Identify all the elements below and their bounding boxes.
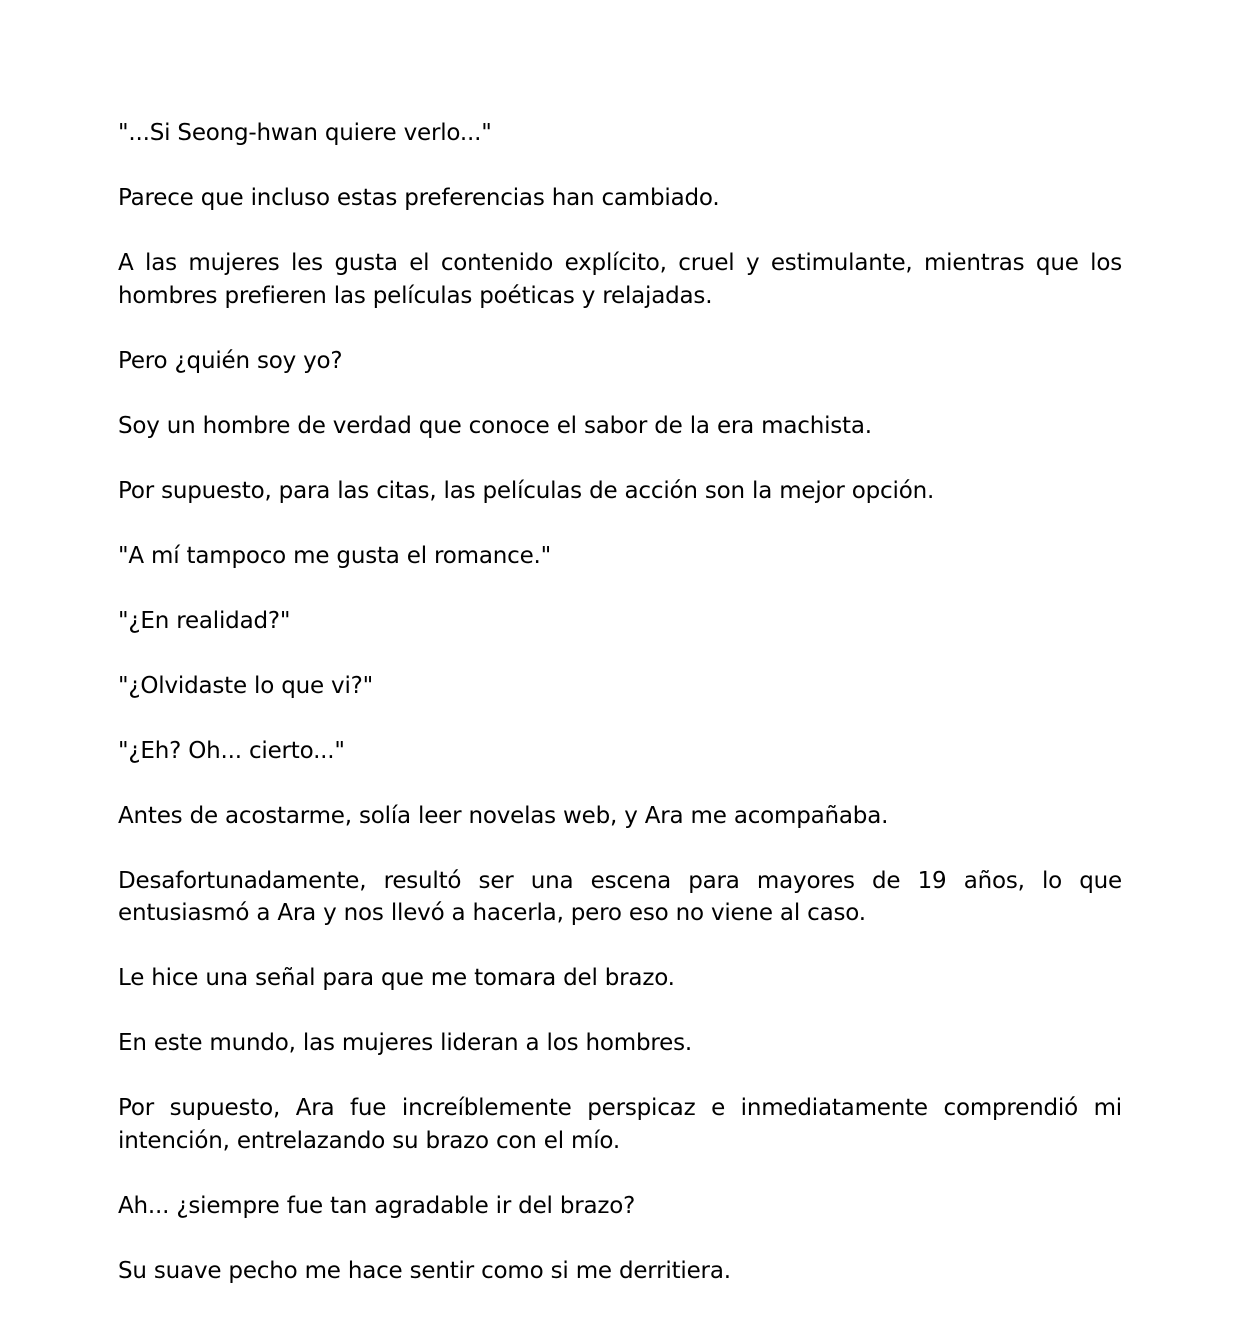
paragraph: Le hice una señal para que me tomara del brazo. <box>118 965 675 991</box>
paragraph: En este mundo, las mujeres lideran a los hombres. <box>118 1030 692 1056</box>
paragraph: Por supuesto, Ara fue increíblemente perspicaz e inmediatamente comprendió mi intención, entrelazando su brazo con el mío. <box>118 1095 1122 1154</box>
paragraph: A las mujeres les gusta el contenido explícito, cruel y estimulante, mientras que los hombres prefieren las películas poéticas y relajadas. <box>118 250 1122 309</box>
paragraph: "A mí tampoco me gusta el romance." <box>118 542 552 569</box>
paragraph: "...Si Seong-hwan quiere verlo..." <box>118 120 492 146</box>
paragraph: Ah... ¿siempre fue tan agradable ir del brazo? <box>118 1192 636 1219</box>
paragraph: Soy un hombre de verdad que conoce el sabor de la era machista. <box>118 412 872 439</box>
paragraph: Pero ¿quién soy yo? <box>118 347 343 374</box>
document-page <box>118 117 1122 1320</box>
paragraph: "¿En realidad?" <box>118 607 291 634</box>
paragraph: Desafortunadamente, resultó ser una escena para mayores de 19 años, lo que entusiasmó a Ara y nos llevó a hacerla, pero eso no viene al caso. <box>118 867 1122 926</box>
paragraph: "¿Olvidaste lo que vi?" <box>118 672 374 699</box>
paragraph: Parece que incluso estas preferencias han cambiado. <box>118 185 720 211</box>
paragraph: "¿Eh? Oh... cierto..." <box>118 737 345 764</box>
paragraph: Su suave pecho me hace sentir como si me derritiera. <box>118 1257 731 1284</box>
paragraph: Antes de acostarme, solía leer novelas web, y Ara me acompañaba. <box>118 802 889 829</box>
paragraph: Por supuesto, para las citas, las películas de acción son la mejor opción. <box>118 477 935 504</box>
